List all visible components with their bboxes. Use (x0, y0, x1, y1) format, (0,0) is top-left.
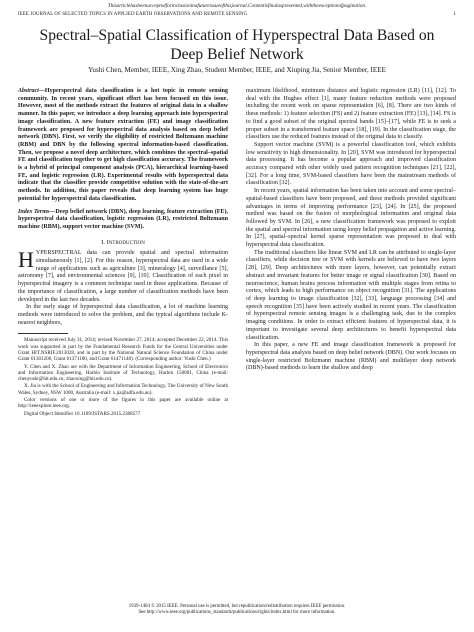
drop-cap: H (18, 247, 34, 273)
paper-title: Spectral–Spatial Classification of Hyperspectral Data Based on Deep Belief Network (39, 27, 435, 63)
footnote-affiliation-chen-zhao: Y. Chen and X. Zhao are with the Department of Information Engineering, School of Electronics and Information Engineering, Harbin Institute of Technology, Harbin 150001, China (e-mail: chenyushi@hit.edu.cn; zhaoxing@hit.edu.cn). (18, 363, 228, 383)
right-paragraph-4: The traditional classifiers like linear SVM and LR can be attributed to single-layer classifiers, while decision tree or SVM with kernels are believed to have two layers [28], [29]. Deep architectures with more layers, however, can potentially extract abstract and invariant features for better image or signal classification [30]. Based on neuroscience, human brains process information with multiple stages from retina to cortex, which leads to high performance on object recognition [31]. The applications of deep learning to image classification [32], [33], language processing [34] and speech recognition [35] have been actively studied in recent years. The classification of hyperspectral remote sensing images is a challenging task, due to the complex imaging conditions. In order to extract efficient features of hyperspectral data, it is important to investigate several deep architectures to benefit hyperspectral data classification. (246, 249, 456, 341)
left-column (18, 88, 228, 418)
right-paragraph-3: In recent years, spatial information has been taken into account and some spectral–spatial-based classifiers have been proposed, and these methods provided significant advantages in terms of improving performance [23], [24]. In [25], the proposed method was based on the fusion of morphological information and original data followed by SVM. In [26], a new classification framework was proposed to exploit the spatial and spectral information using loopy belief propagation and active learning. In [27], spatial–spectral kernel sparse representation was proposed to deal with hyperspectral data classification. (246, 188, 456, 249)
running-head (18, 12, 456, 17)
author-line: Yushi Chen, Member, IEEE, Xing Zhao, Student Member, IEEE, and Xiuping Jia, Senior Member, IEEE (88, 66, 386, 74)
footnote-divider (18, 333, 68, 334)
intro-paragraph-1-text: YPERSPECTRAL data can provide spatial and spectral information simultaneously [1], [2]. For this reason, hyperspectral data are used in a wide range of applications such as agriculture [3], mineralogy [4], surveillance [5], astronomy [7], and environmental sciences [9], [10]. Classification of each pixel in hyperspectral imagery is a common technique used in these applications. Because of the importance of classification, a large number of classification methods have been developed in the last two decades. (18, 250, 228, 303)
page-number: 1 (453, 12, 456, 17)
abstract-label: Abstract (18, 88, 39, 94)
index-terms-text: —Deep belief network (DBN), deep learning, feature extraction (FE), hyperspectral data classification, logistic regression (LR), restricted Boltzmann machine (RBM), support vector machine (SVM). (18, 208, 228, 230)
right-paragraph-1: maximum likelihood, minimum distance and logistic regression (LR) [11], [12]. To deal with the Hughes effect [1], many feature reduction methods were proposed including the recent work on sparse representation [6], [8]. There are two kinds of these methods: 1) feature selection (FS) and 2) feature extraction (FE) [13], [14]. FS is to find a good subset of the original spectral bands [15]–[17], while FE is to seek a proper subset in a transformed feature space [18], [19]. In the classification stage, the classifiers use the reduced features instead of the original data to classify. (246, 88, 456, 141)
footnote-color-versions: Color versions of one or more of the figures in this paper are available online at http://ieeexplore.ieee.org. (18, 397, 228, 410)
footnote-affiliation-jia: X. Jia is with the School of Engineering and Information Technology, The University of New South Wales, Sydney, NSW 1000, Australia (e-mail: x.jia@adfa.edu.au). (18, 383, 228, 396)
copyright-line-2: See http://www.ieee.org/publications_standards/publications/rights/index.html for more information. (138, 610, 336, 616)
right-column (246, 88, 456, 373)
footnote-doi: Digital Object Identifier 10.1109/JSTARS.2015.2388577 (24, 410, 141, 417)
abstract-text: —Hyperspectral data classification is a hot topic in remote sensing community. In recent years, significant effort has been focused on this issue. However, most of the methods extract the features of original data in a shallow manner. In this paper, we introduce a deep learning approach into hyperspectral image classification. A new feature extraction (FE) and image classification framework are proposed for hyperspectral data analysis based on deep belief network (DBN). First, we verify the eligibility of restricted Boltzmann machine (RBM) and DBN by the following spectral information-based classification. Then, we propose a novel deep architecture, which combines the spectral–spatial FE and classification together to get high classification accuracy. The framework is a hybrid of principal component analysis (PCA), hierarchical learning-based FE, and logistic regression (LR). Experimental results with hyperspectral data indicate that the classifier provide competitive solution with the state-of-the-art methods. In addition, this paper reveals that deep learning system has huge potential for hyperspectral data classification. (18, 88, 228, 202)
section-heading-introduction: I. Introduction (101, 238, 145, 246)
right-paragraph-2: Support vector machine (SVM) is a powerful classification tool, which exhibits low sensitivity to high dimensionality. In [20], SVM was introduced for hyperspectral data processing. It has become a popular approach and improved classification accuracy compared with other widely used pattern recognition techniques [21], [22], [32]. For a long time, SVM-based classifiers have been the mainstream methods of classification [32]. (246, 141, 456, 187)
footnote-manuscript: Manuscript received July 31, 2014; revised November 27, 2014; accepted December 22, 2014. This work was supported in part by the Fundamental Research Funds for the Central Universities under Grant HIT.NSRIF.2013028, and in part by the National Natural Science Foundation of China under Grant 61301206, Grant 61371180, and Grant 61471148). (Corresponding author: Yushi Chen.) (18, 337, 228, 363)
copyright-line-1: 1939-1404 © 2015 IEEE. Personal use is permitted, but republication/redistribution requires IEEE permission. (128, 604, 346, 609)
index-terms-label: Index Terms (18, 208, 50, 215)
copyright-notice (20, 604, 454, 617)
index-terms (18, 209, 228, 232)
acceptance-notice: Thisarticlehasbeenacceptedforinclusioninafutureissueofthisjournal.Contentisfinalaspresented,withtheexceptionofpagination. (107, 3, 367, 9)
footnotes (18, 337, 228, 417)
intro-paragraph-2: In the early stage of hyperspectral data classification, a lot of machine learning methods were introduced to solve the problem, and the typical algorithms include K-nearest neighbors, (18, 304, 228, 326)
intro-paragraph-1 (18, 247, 228, 304)
abstract (18, 88, 228, 204)
right-paragraph-5: In this paper, a new FE and image classification framework is proposed for hyperspectral data analysis based on deep belief network (DBN). Our work focuses on single-layer restricted Boltzmann machine (RBM) and multilayer deep network (DBN)-based methods to learn the shallow and deep (246, 342, 456, 372)
journal-name: IEEE JOURNAL OF SELECTED TOPICS IN APPLIED EARTH OBSERVATIONS AND REMOTE SENSING (18, 12, 248, 17)
